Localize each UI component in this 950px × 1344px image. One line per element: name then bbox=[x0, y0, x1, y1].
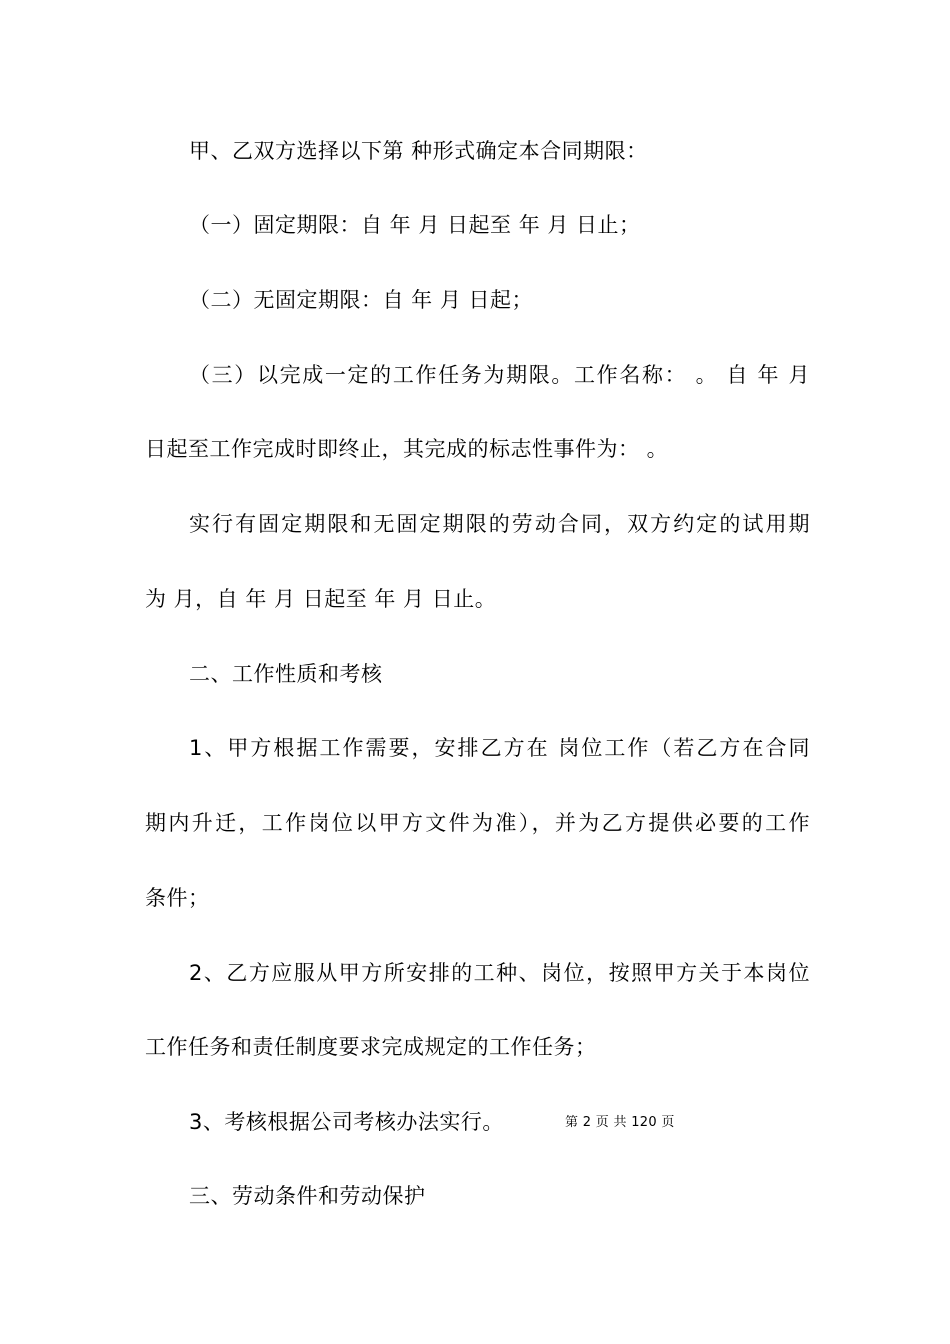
page-number: 第 2 页 共 120 页 bbox=[565, 1115, 675, 1130]
paragraph-probation-line-2: 为 月，自 年 月 日起至 年 月 日止。 bbox=[145, 587, 497, 611]
clause-1-line-1: 1、甲方根据工作需要，安排乙方在 岗位工作（若乙方在合同 bbox=[189, 736, 810, 760]
paragraph-task-based-term-line-2: 日起至工作完成时即终止，其完成的标志性事件为： 。 bbox=[145, 437, 669, 461]
paragraph-probation-line-1: 实行有固定期限和无固定期限的劳动合同，双方约定的试用期 bbox=[189, 512, 810, 536]
clause-2-line-2: 工作任务和责任制度要求完成规定的工作任务； bbox=[145, 1035, 597, 1059]
section-heading-labor-conditions: 三、劳动条件和劳动保护 bbox=[189, 1184, 426, 1208]
clause-2-line-1: 2、乙方应服从甲方所安排的工种、岗位，按照甲方关于本岗位 bbox=[189, 961, 810, 985]
paragraph-open-ended-term: （二）无固定期限：自 年 月 日起； bbox=[189, 288, 534, 312]
clause-1-line-3: 条件； bbox=[145, 886, 210, 910]
section-heading-work-nature: 二、工作性质和考核 bbox=[189, 662, 383, 686]
clause-1-line-2: 期内升迁，工作岗位以甲方文件为准），并为乙方提供必要的工作 bbox=[145, 811, 810, 835]
clause-3: 3、考核根据公司考核办法实行。 bbox=[189, 1110, 504, 1134]
paragraph-fixed-term: （一）固定期限：自 年 月 日起至 年 月 日止； bbox=[189, 213, 641, 237]
paragraph-contract-term-selection: 甲、乙双方选择以下第 种形式确定本合同期限： bbox=[189, 139, 648, 163]
paragraph-task-based-term-line-1: （三）以完成一定的工作任务为期限。工作名称： 。 自 年 月 bbox=[189, 363, 810, 387]
